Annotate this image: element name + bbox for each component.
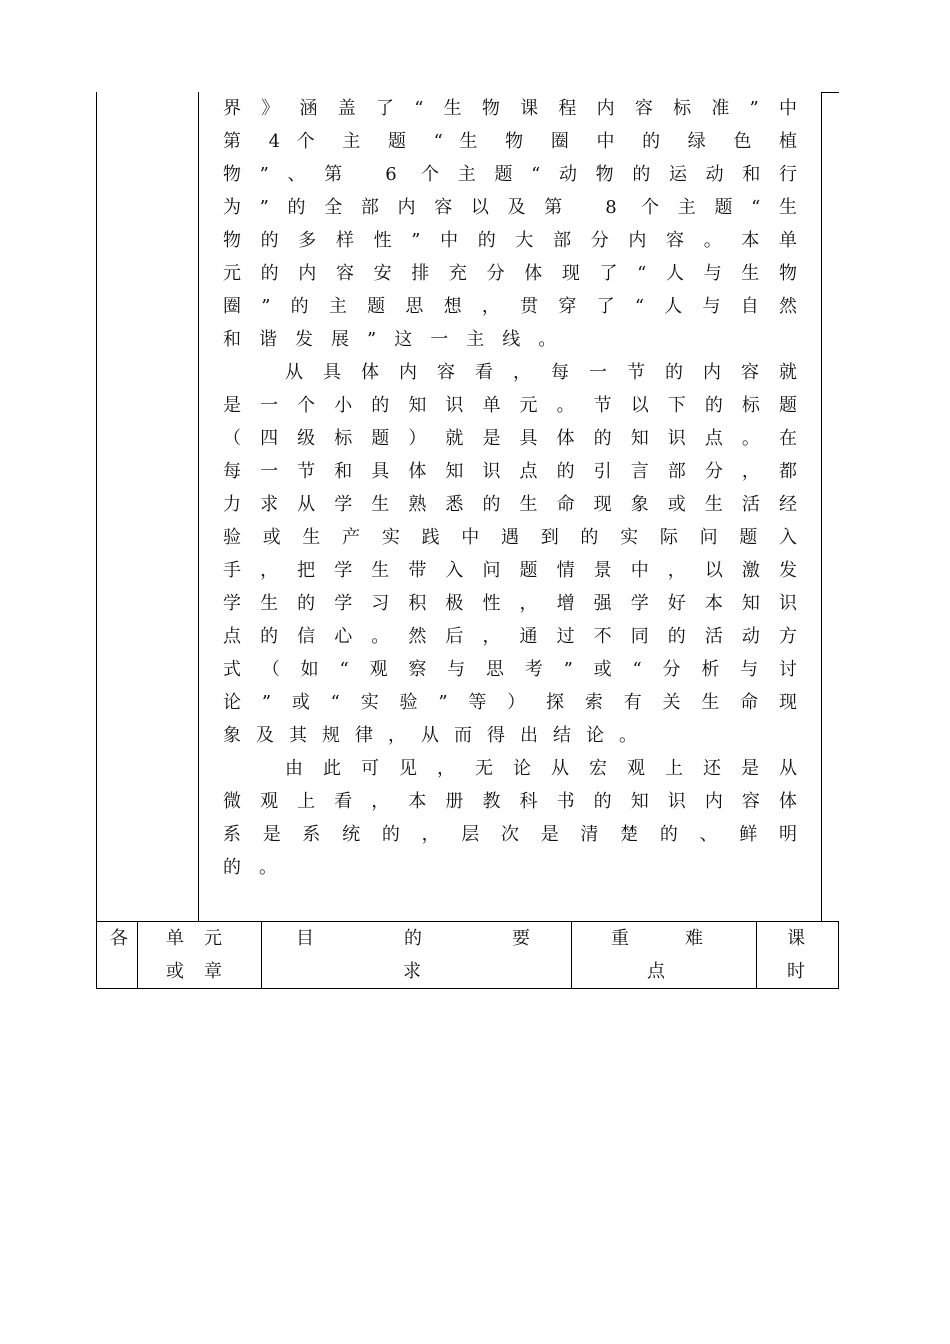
- header-each-label: 各: [110, 928, 128, 949]
- header-cell-class-hours: [787, 922, 811, 988]
- header-objectives-line2: [296, 955, 530, 988]
- header-divider-3: [571, 921, 572, 988]
- header-cell-each: [110, 922, 134, 955]
- text-line: 从具体内容看，每一节的内容就: [285, 362, 797, 383]
- header-right-border: [838, 921, 839, 989]
- table-left-border: [96, 92, 97, 989]
- header-divider-2: [261, 921, 262, 988]
- header-unit-line2: 或章: [166, 961, 222, 982]
- unit-description-text: [223, 92, 797, 884]
- text-line: 物的多样性”中的大部分内容。本单: [223, 230, 797, 251]
- text-line: 圈”的主题思想，贯穿了“人与自然: [223, 296, 797, 317]
- text-line: （四级标题）就是具体的知识点。在: [223, 428, 797, 449]
- header-cell-objectives: [296, 922, 530, 988]
- header-objectives-line1: 目的要: [296, 928, 530, 949]
- text-line: 微观上看，本册教科书的知识内容体: [223, 791, 797, 812]
- text-line: 系是系统的，层次是清楚的、鲜明: [223, 824, 797, 845]
- text-line: 验或生产实践中遇到的实际问题入: [223, 527, 797, 548]
- table-right-border: [821, 92, 822, 921]
- text-line: 力求从学生熟悉的生命现象或生活经: [223, 494, 797, 515]
- header-objectives-line2-text: 求: [403, 961, 421, 982]
- header-key-points-line1: 重难: [611, 928, 703, 949]
- text-line: 论”或“实验”等）探索有关生命现: [223, 692, 797, 713]
- header-cell-unit-or-chapter: [166, 922, 222, 988]
- header-unit-line1: 单元: [166, 928, 222, 949]
- table-column-divider: [198, 92, 199, 921]
- paragraph-2: [223, 356, 797, 752]
- text-line: 为”的全部内容以及第 8 个主题“生: [223, 197, 797, 218]
- text-line: 点的信心。然后，通过不同的活动方: [223, 626, 797, 647]
- text-line: 象及其规律，从而得出结论。: [223, 725, 652, 746]
- text-line: 界》涵盖了“生物课程内容标准”中: [223, 98, 797, 119]
- header-key-points-line2-text: 点: [647, 961, 665, 982]
- header-divider-1: [137, 921, 138, 988]
- header-hours-line1: 课: [787, 928, 805, 949]
- header-key-points-line2: [611, 955, 703, 988]
- text-line: 元的内容安排充分体现了“人与生物: [223, 263, 797, 284]
- header-row-bottom-border: [96, 988, 839, 989]
- paragraph-1: [223, 92, 797, 356]
- text-line: 的。: [223, 857, 295, 878]
- text-line: 物”、第 6 个主题“动物的运动和行: [223, 164, 797, 185]
- text-line: 和谐发展”这一主线。: [223, 329, 575, 350]
- header-cell-key-difficult-points: [611, 922, 703, 988]
- header-divider-4: [756, 921, 757, 988]
- text-line: 手，把学生带入问题情景中，以激发: [223, 560, 797, 581]
- text-line: 是一个小的知识单元。节以下的标题: [223, 395, 797, 416]
- text-line: 每一节和具体知识点的引言部分，都: [223, 461, 797, 482]
- text-line: 式（如“观察与思考”或“分析与讨: [223, 659, 797, 680]
- text-line: 由此可见，无论从宏观上还是从: [285, 758, 797, 779]
- text-line: 第 4 个 主 题 “ 生 物 圈 中 的 绿 色 植: [223, 131, 797, 152]
- paragraph-3: [223, 752, 797, 884]
- header-hours-line2: 时: [787, 961, 805, 982]
- text-line: 学生的学习积极性，增强学好本知识: [223, 593, 797, 614]
- table-top-line-stub: [821, 92, 839, 93]
